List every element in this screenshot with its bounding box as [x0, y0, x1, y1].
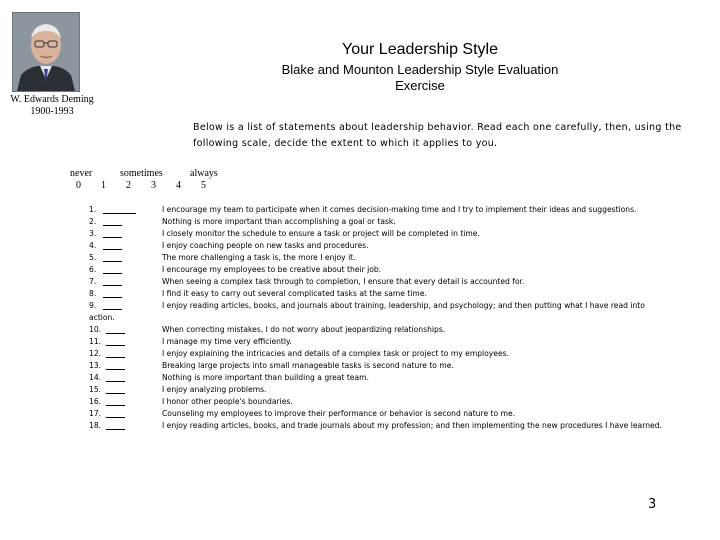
scale-number: 0: [76, 180, 81, 191]
portrait-caption: [4, 94, 100, 118]
page-title: Your Leadership Style: [342, 41, 498, 58]
scale-number: 3: [151, 180, 156, 191]
statement-row: [0, 348, 720, 360]
scale-number: 1: [101, 180, 106, 191]
statement-row: [0, 360, 720, 372]
answer-blank[interactable]: [106, 324, 125, 334]
statement-row: [0, 252, 720, 264]
statement-number: 7.: [89, 277, 97, 286]
answer-blank[interactable]: [103, 240, 122, 250]
statement-text: I enjoy reading articles, books, and trade journals about my profession; and then implementing the new procedures I have learned.: [162, 421, 662, 430]
answer-blank[interactable]: [106, 360, 125, 370]
statement-row: [0, 324, 720, 336]
statement-text: Counseling my employees to improve their performance or behavior is second nature to me.: [162, 409, 516, 418]
answer-blank[interactable]: [103, 228, 122, 238]
statement-number: 11.: [89, 337, 102, 346]
statement-number: 15.: [89, 385, 102, 394]
statement-row: [0, 372, 720, 384]
statement-text: I enjoy reading articles, books, and journals about training, leadership, and psychology; and then putting what I have read into: [162, 301, 645, 310]
answer-blank[interactable]: [103, 276, 122, 286]
page-subtitle: Blake and Mounton Leadership Style Evaluation Exercise: [281, 62, 559, 93]
answer-blank[interactable]: [103, 288, 122, 298]
statement-row: [0, 264, 720, 276]
statement-number: 16.: [89, 397, 102, 406]
instructions-text: Below is a list of statements about leadership behavior. Read each one carefully, then, using the following scale, decide the extent to which it applies to you.: [193, 122, 682, 149]
statement-number: 3.: [89, 229, 97, 238]
statement-number: 5.: [89, 253, 97, 262]
answer-blank[interactable]: [103, 264, 122, 274]
statement-number: 10.: [89, 325, 102, 334]
answer-blank[interactable]: [106, 348, 125, 358]
statement-row: [0, 216, 720, 228]
statement-row: [0, 204, 720, 216]
page-number: 3: [648, 497, 657, 512]
statement-text: I enjoy explaining the intricacies and details of a complex task or project to my employees.: [162, 349, 510, 358]
answer-blank[interactable]: [106, 384, 125, 394]
portrait-name: W. Edwards Deming: [10, 94, 94, 105]
answer-blank[interactable]: [106, 420, 125, 430]
answer-blank[interactable]: [106, 396, 125, 406]
statement-text: Breaking large projects into small manageable tasks is second nature to me.: [162, 361, 454, 370]
scale-label-sometimes: sometimes: [120, 168, 163, 179]
scale-label-always: always: [190, 168, 218, 179]
statement-row: [0, 228, 720, 240]
statement-number: 8.: [89, 289, 97, 298]
statement-text: When correcting mistakes, I do not worry about jeopardizing relationships.: [162, 325, 446, 334]
scale-label-never: never: [70, 168, 93, 179]
statement-number: 18.: [89, 421, 102, 430]
answer-blank[interactable]: [106, 336, 125, 346]
statement-text: When seeing a complex task through to completion, I ensure that every detail is accounted for.: [162, 277, 525, 286]
statement-number: 2.: [89, 217, 97, 226]
answer-blank[interactable]: [103, 252, 122, 262]
statement-text: I encourage my employees to be creative about their job.: [162, 265, 382, 274]
statement-number: 9.: [89, 301, 97, 310]
statement-number: 4.: [89, 241, 97, 250]
portrait-image: [13, 13, 79, 91]
statement-text: Nothing is more important than building a great team.: [162, 373, 369, 382]
statement-row: [0, 408, 720, 420]
statement-number: 6.: [89, 265, 97, 274]
statement-text: The more challenging a task is, the more I enjoy it.: [162, 253, 356, 262]
statement-row: [0, 288, 720, 300]
statement-number: 14.: [89, 373, 102, 382]
statement-text: I find it easy to carry out several complicated tasks at the same time.: [162, 289, 427, 298]
portrait-photo: [12, 12, 80, 92]
answer-blank[interactable]: [103, 216, 122, 226]
statement-text: Nothing is more important than accomplishing a goal or task.: [162, 217, 396, 226]
statement-row: [0, 336, 720, 348]
statement-number: 13.: [89, 361, 102, 370]
statement-continuation-row: [0, 312, 720, 324]
statement-row: [0, 300, 720, 312]
rating-scale: [0, 168, 260, 194]
answer-blank[interactable]: [103, 300, 122, 310]
scale-number: 2: [126, 180, 131, 191]
statement-text: I honor other people's boundaries.: [162, 397, 293, 406]
scale-number: 5: [201, 180, 206, 191]
statement-list: [0, 204, 720, 432]
answer-blank[interactable]: [106, 408, 125, 418]
statement-row: [0, 276, 720, 288]
statement-number: 1.: [89, 205, 97, 214]
portrait-years: 1900-1993: [30, 106, 74, 117]
answer-blank[interactable]: [103, 204, 136, 214]
statement-row: [0, 384, 720, 396]
statement-text: I manage my time very efficiently.: [162, 337, 292, 346]
statement-row: [0, 396, 720, 408]
statement-row: [0, 420, 720, 432]
statement-text: I encourage my team to participate when it comes decision-making time and I try to implement their ideas and suggestions.: [162, 205, 637, 214]
statement-text: I closely monitor the schedule to ensure a task or project will be completed in time.: [162, 229, 480, 238]
statement-row: [0, 240, 720, 252]
statement-number: 17.: [89, 409, 102, 418]
scale-number: 4: [176, 180, 181, 191]
statement-text: I enjoy analyzing problems.: [162, 385, 267, 394]
statement-number: 12.: [89, 349, 102, 358]
statement-continuation: action.: [89, 313, 115, 322]
answer-blank[interactable]: [106, 372, 125, 382]
statement-text: I enjoy coaching people on new tasks and procedures.: [162, 241, 369, 250]
